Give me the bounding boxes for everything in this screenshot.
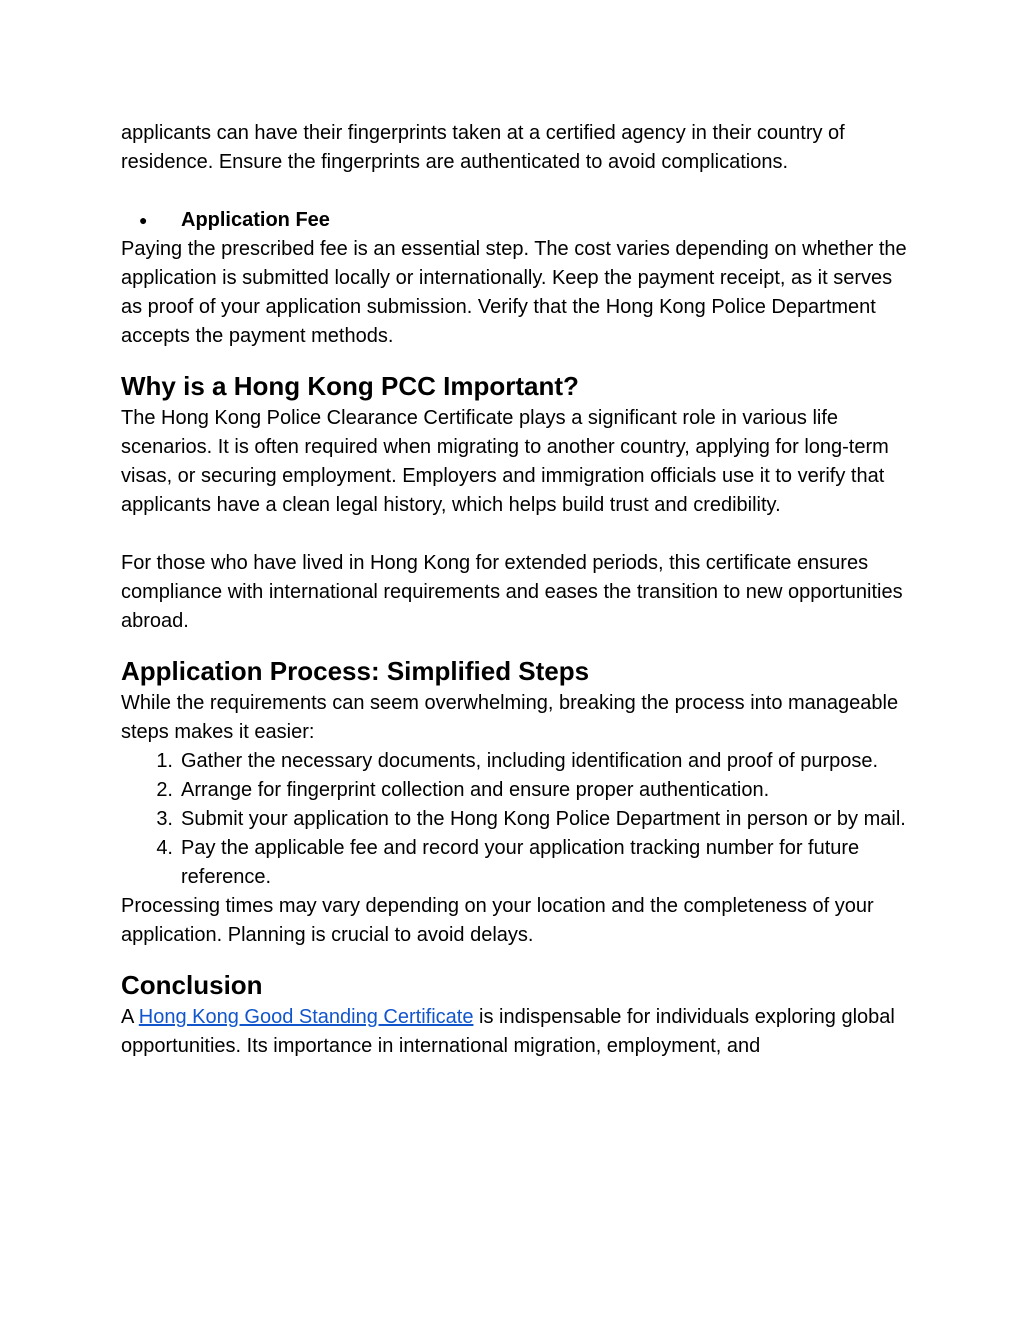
- good-standing-certificate-link[interactable]: Hong Kong Good Standing Certificate: [138, 1006, 474, 1028]
- intro-paragraph: applicants can have their fingerprints taken at a certified agency in their country of residence. Ensure the fingerprints are authenticated to avoid complications.: [121, 122, 845, 173]
- process-steps-list: [121, 747, 911, 892]
- step-text: Submit your application to the Hong Kong Police Department in person or by mail.: [181, 808, 906, 830]
- process-heading: Application Process: Simplified Steps: [121, 656, 590, 686]
- fee-bullet-item: [121, 206, 911, 235]
- process-outro: Processing times may vary depending on your location and the completeness of your application. Planning is crucial to avoid delays.: [121, 895, 874, 946]
- list-item: [121, 776, 911, 805]
- fee-heading: Application Fee: [181, 209, 330, 231]
- step-number: 3.: [156, 808, 173, 830]
- list-item: [121, 834, 911, 892]
- step-number: 1.: [156, 750, 173, 772]
- importance-paragraph-2: For those who have lived in Hong Kong for extended periods, this certificate ensures compliance with international requirements and eases the transition to new opportunities abroad.: [121, 552, 903, 632]
- importance-paragraph-1: The Hong Kong Police Clearance Certificate plays a significant role in various life scenarios. It is often required when migrating to another country, applying for long-term visas, or securing employment. Employers and immigration officials use it to verify that applicants have a clean legal history, which helps build trust and credibility.: [121, 407, 889, 516]
- conclusion-rest: is indispensable for individuals exploring global opportunities. Its importance in international migration, employment, and: [121, 1006, 895, 1057]
- step-text: Arrange for fingerprint collection and ensure proper authentication.: [181, 779, 770, 801]
- fee-paragraph: Paying the prescribed fee is an essential step. The cost varies depending on whether the application is submitted locally or internationally. Keep the payment receipt, as it serves as proof of your application submission. Verify that the Hong Kong Police Department accepts the payment methods.: [121, 238, 907, 347]
- conclusion-paragraph: [121, 1003, 911, 1061]
- document-page: [121, 119, 911, 1061]
- step-text: Gather the necessary documents, including identification and proof of purpose.: [181, 750, 879, 772]
- paragraph-spacer: [121, 520, 911, 549]
- bullet-icon: ●: [139, 212, 148, 228]
- list-item: [121, 747, 911, 776]
- conclusion-heading: Conclusion: [121, 970, 263, 1000]
- importance-heading: Why is a Hong Kong PCC Important?: [121, 371, 579, 401]
- step-number: 4.: [156, 837, 173, 859]
- conclusion-lead: A: [121, 1006, 139, 1028]
- process-intro: While the requirements can seem overwhelming, breaking the process into manageable steps makes it easier:: [121, 692, 899, 743]
- step-text: Pay the applicable fee and record your application tracking number for future reference.: [181, 837, 860, 888]
- step-number: 2.: [156, 779, 173, 801]
- list-item: [121, 805, 911, 834]
- paragraph-spacer: [121, 177, 911, 206]
